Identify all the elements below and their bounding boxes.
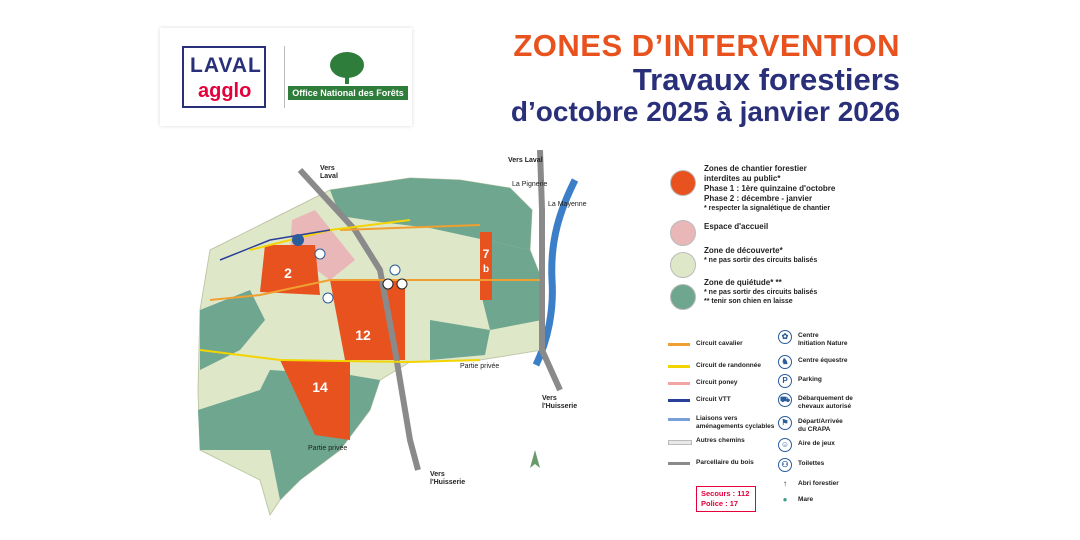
- legend-zone-chantier-note: * respecter la signalétique de chantier: [704, 205, 831, 212]
- logo-divider: [284, 46, 285, 108]
- legend-depart-crapa-icon: ⚑: [778, 416, 792, 430]
- legend-mare-icon: ●: [782, 495, 788, 504]
- legend-toilettes-icon: ⚇: [778, 458, 792, 472]
- legend-centre-equestre-label: Centre équestre: [798, 357, 848, 364]
- label-partie-privee-2: Partie privée: [308, 445, 348, 452]
- legend-zone-accueil-icon: [670, 220, 696, 246]
- legend-line-parcellaire-swatch: [668, 462, 690, 465]
- legend-zone-decouverte-note: * ne pas sortir des circuits balisés: [704, 257, 818, 264]
- legend-parking-label: Parking: [798, 376, 822, 383]
- legend-line-cavalier-label: Circuit cavalier: [696, 340, 743, 347]
- legend-line-poney-label: Circuit poney: [696, 379, 738, 386]
- zone-14-label: 14: [312, 379, 328, 395]
- forest-map: [180, 150, 600, 520]
- legend-debarquement-icon: ⛟: [778, 393, 792, 407]
- laval-agglo-logo: [182, 46, 266, 108]
- legend-line-liaisons-swatch: [668, 418, 690, 421]
- legend-zone-quietude-note: * ne pas sortir des circuits balisés ** tenir son chien en laisse: [704, 289, 818, 305]
- onf-tree-icon: [330, 52, 364, 78]
- zone-b-label: b: [482, 264, 490, 275]
- label-la-pignerie: La Pignerie: [512, 181, 548, 188]
- legend-line-randonnee-label: Circuit de randonnée: [696, 362, 762, 369]
- map-centre-nature-icon: [292, 234, 304, 246]
- legend-zone-chantier-icon: [670, 170, 696, 196]
- zone-7-label: 7: [482, 247, 490, 261]
- legend-line-poney-swatch: [668, 382, 690, 385]
- laval-logo-top: LAVAL: [190, 54, 262, 77]
- legend-depart-crapa-label: Départ/Arrivée du CRAPA: [798, 418, 843, 433]
- legend-debarquement-label: Débarquement de chevaux autorisé: [798, 395, 853, 410]
- legend-line-vtt-swatch: [668, 399, 690, 402]
- onf-logo-label: Office National des Forêts: [288, 86, 408, 100]
- legend-line-cavalier-swatch: [668, 343, 690, 346]
- label-la-mayenne: La Mayenne: [548, 201, 587, 208]
- legend-zone-decouverte-icon: [670, 252, 696, 278]
- legend-centre-initiation-icon: ✿: [778, 330, 792, 344]
- legend-toilettes-label: Toilettes: [798, 460, 825, 467]
- legend-aire-jeux-label: Aire de jeux: [798, 440, 835, 447]
- laval-logo-bottom: agglo: [198, 80, 252, 102]
- legend-centre-initiation-label: Centre Initiation Nature: [798, 332, 848, 347]
- title-line-1: ZONES D’INTERVENTION: [513, 28, 900, 63]
- emergency-box: [696, 486, 756, 512]
- legend-line-vtt-label: Circuit VTT: [696, 396, 731, 403]
- map-crapa-icon: [323, 293, 333, 303]
- label-partie-privee-1: Partie privée: [460, 363, 500, 370]
- legend-mare-label: Mare: [798, 496, 814, 503]
- police-number: Police : 17: [701, 499, 739, 508]
- zone-2-label: 2: [284, 265, 292, 281]
- logo-panel: [160, 28, 412, 126]
- legend-centre-equestre-icon: ♞: [778, 355, 792, 369]
- label-vers-laval-left: Vers Laval: [320, 165, 338, 180]
- legend-line-autres-swatch: [668, 440, 692, 445]
- zone-12-label: 12: [355, 327, 371, 343]
- legend-abri-icon: ↑: [783, 479, 787, 488]
- legend-abri-label: Abri forestier: [798, 480, 839, 487]
- secours-number: Secours : 112: [701, 489, 750, 498]
- legend-line-randonnee-swatch: [668, 365, 690, 368]
- title-line-2: Travaux forestiers: [632, 62, 900, 97]
- legend-line-liaisons-label: Liaisons vers aménagements cyclables: [696, 415, 775, 430]
- map-debarquement-icon: [383, 279, 393, 289]
- label-vers-huisserie-bottom: Vers l'Huisserie: [430, 471, 466, 486]
- north-arrow-icon: [530, 450, 540, 468]
- legend-line-parcellaire-label: Parcellaire du bois: [696, 459, 754, 466]
- label-vers-huisserie-right: Vers l'Huisserie: [542, 395, 578, 410]
- legend-line-autres-label: Autres chemins: [696, 437, 745, 444]
- label-vers-laval-top: Vers Laval: [508, 157, 543, 164]
- legend-zone-chantier-label: Zones de chantier forestier interdites au public* Phase 1 : 1ère quinzaine d'octobre Phase 2 : décembre - janvier: [704, 164, 836, 203]
- map-parking-icon-1: [315, 249, 325, 259]
- legend-zone-accueil-label: Espace d'accueil: [704, 222, 769, 231]
- title-line-3: d’octobre 2025 à janvier 2026: [510, 96, 900, 127]
- legend-zone-quietude-icon: [670, 284, 696, 310]
- legend-parking-icon: P: [778, 374, 792, 388]
- legend-aire-jeux-icon: ☺: [778, 438, 792, 452]
- map-parking-icon-2: [390, 265, 400, 275]
- map-toilettes-icon: [397, 279, 407, 289]
- legend-zone-quietude-label: Zone de quiétude* **: [704, 278, 782, 287]
- legend-zone-decouverte-label: Zone de découverte*: [704, 246, 783, 255]
